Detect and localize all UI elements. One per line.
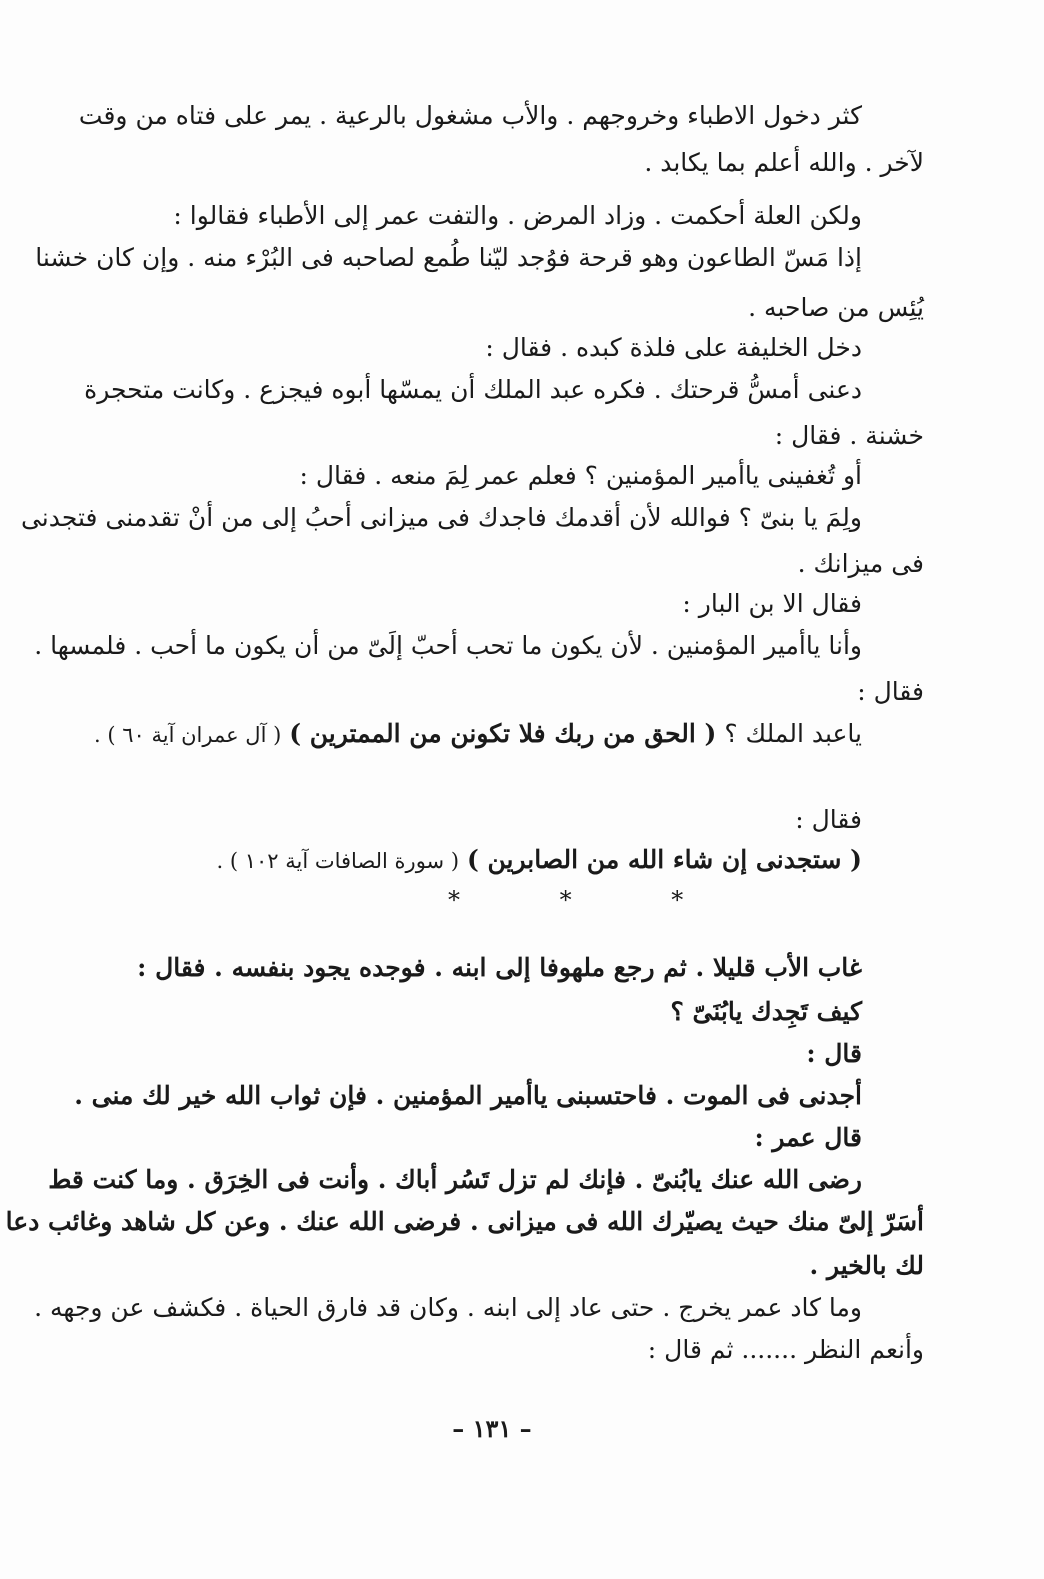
bold-line-7: أسَرّ إلىّ منك حيث يصيّرك الله فى ميزانى . فرضى الله عنك . وعن كل شاهد وغائب دعا xyxy=(5,1207,924,1236)
quote-prefix: ياعبد الملك ؟ xyxy=(724,719,862,748)
closing-line-2: وأنعم النظر ....... ثم قال : xyxy=(647,1335,924,1364)
verse-reference-1: ( آل عمران آية ٦٠ ) . xyxy=(94,723,282,747)
text-line-3: ولكن العلة أحكمت . وزاد المرض . والتفت عمر إلى الأطباء فقالوا : xyxy=(173,201,862,230)
bold-line-1: غاب الأب قليلا . ثم رجع ملهوفا إلى ابنه . فوجده يجود بنفسه . فقال : xyxy=(137,953,862,982)
bold-line-5: قال عمر : xyxy=(754,1123,862,1152)
quote-line-2 xyxy=(216,842,862,878)
text-line-4: إذا مَسّ الطاعون وهو قرحة فوُجد ليّنا طُمع لصاحبه فى البُرْء منه . وإن كان خشنا xyxy=(35,243,862,272)
page-number: – ١٣١ – xyxy=(452,1414,532,1443)
text-line-8: خشنة . فقال : xyxy=(774,421,924,450)
bold-line-2: كيف تَجِدك يابُنَىّ ؟ xyxy=(670,997,862,1026)
quote-line-1 xyxy=(94,716,862,752)
text-line-10: ولِمَ يا بنىّ ؟ فوالله لأن أقدمك فاجدك فى ميزانى أحبُ إلى من أنْ تقدمنى فتجدنى xyxy=(20,503,862,532)
text-line-13: وأنا ياأمير المؤمنين . لأن يكون ما تحب أحبّ إلَىّ من أن يكون ما أحب . فلمسها . xyxy=(34,631,862,660)
closing-line-1: وما كاد عمر يخرج . حتى عاد إلى ابنه . وكان قد فارق الحياة . فكشف عن وجهه . xyxy=(34,1293,862,1322)
text-line-11: فى ميزانك . xyxy=(797,549,924,578)
section-separator: * * * xyxy=(448,886,730,914)
text-line-2: لآخر . والله أعلم بما يكابد . xyxy=(644,148,924,177)
bold-line-8: لك بالخير . xyxy=(809,1251,924,1280)
bold-line-6: رضى الله عنك يابُنىّ . فإنك لم تزل تَسُر أباك . وأنت فى الخِرَق . وما كنت قط xyxy=(48,1165,862,1194)
text-line-9: أو تُغفينى ياأمير المؤمنين ؟ فعلم عمر لِمَ منعه . فقال : xyxy=(299,461,862,490)
quran-verse-1: ( الحق من ربك فلا تكونن من الممترين ) xyxy=(289,719,717,748)
text-line-5: يُئِس من صاحبه . xyxy=(748,293,924,322)
text-line-15: فقال : xyxy=(795,805,862,834)
text-line-14: فقال : xyxy=(857,677,924,706)
text-line-1: كثر دخول الاطباء وخروجهم . والأب مشغول بالرعية . يمر على فتاه من وقت xyxy=(78,101,862,130)
text-line-12: فقال الا بن البار : xyxy=(682,589,862,618)
text-line-7: دعنى أمسُّ قرحتك . فكره عبد الملك أن يمسّها أبوه فيجزع . وكانت متحجرة xyxy=(84,375,862,404)
bold-line-3: قال : xyxy=(806,1039,862,1068)
verse-reference-2: ( سورة الصافات آية ١٠٢ ) . xyxy=(216,849,460,873)
text-line-6: دخل الخليفة على فلذة كبده . فقال : xyxy=(485,333,862,362)
bold-line-4: أجدنى فى الموت . فاحتسبنى ياأمير المؤمنين . فإن ثواب الله خير لك منى . xyxy=(74,1081,862,1110)
quran-verse-2: ( ستجدنى إن شاء الله من الصابرين ) xyxy=(466,845,862,874)
